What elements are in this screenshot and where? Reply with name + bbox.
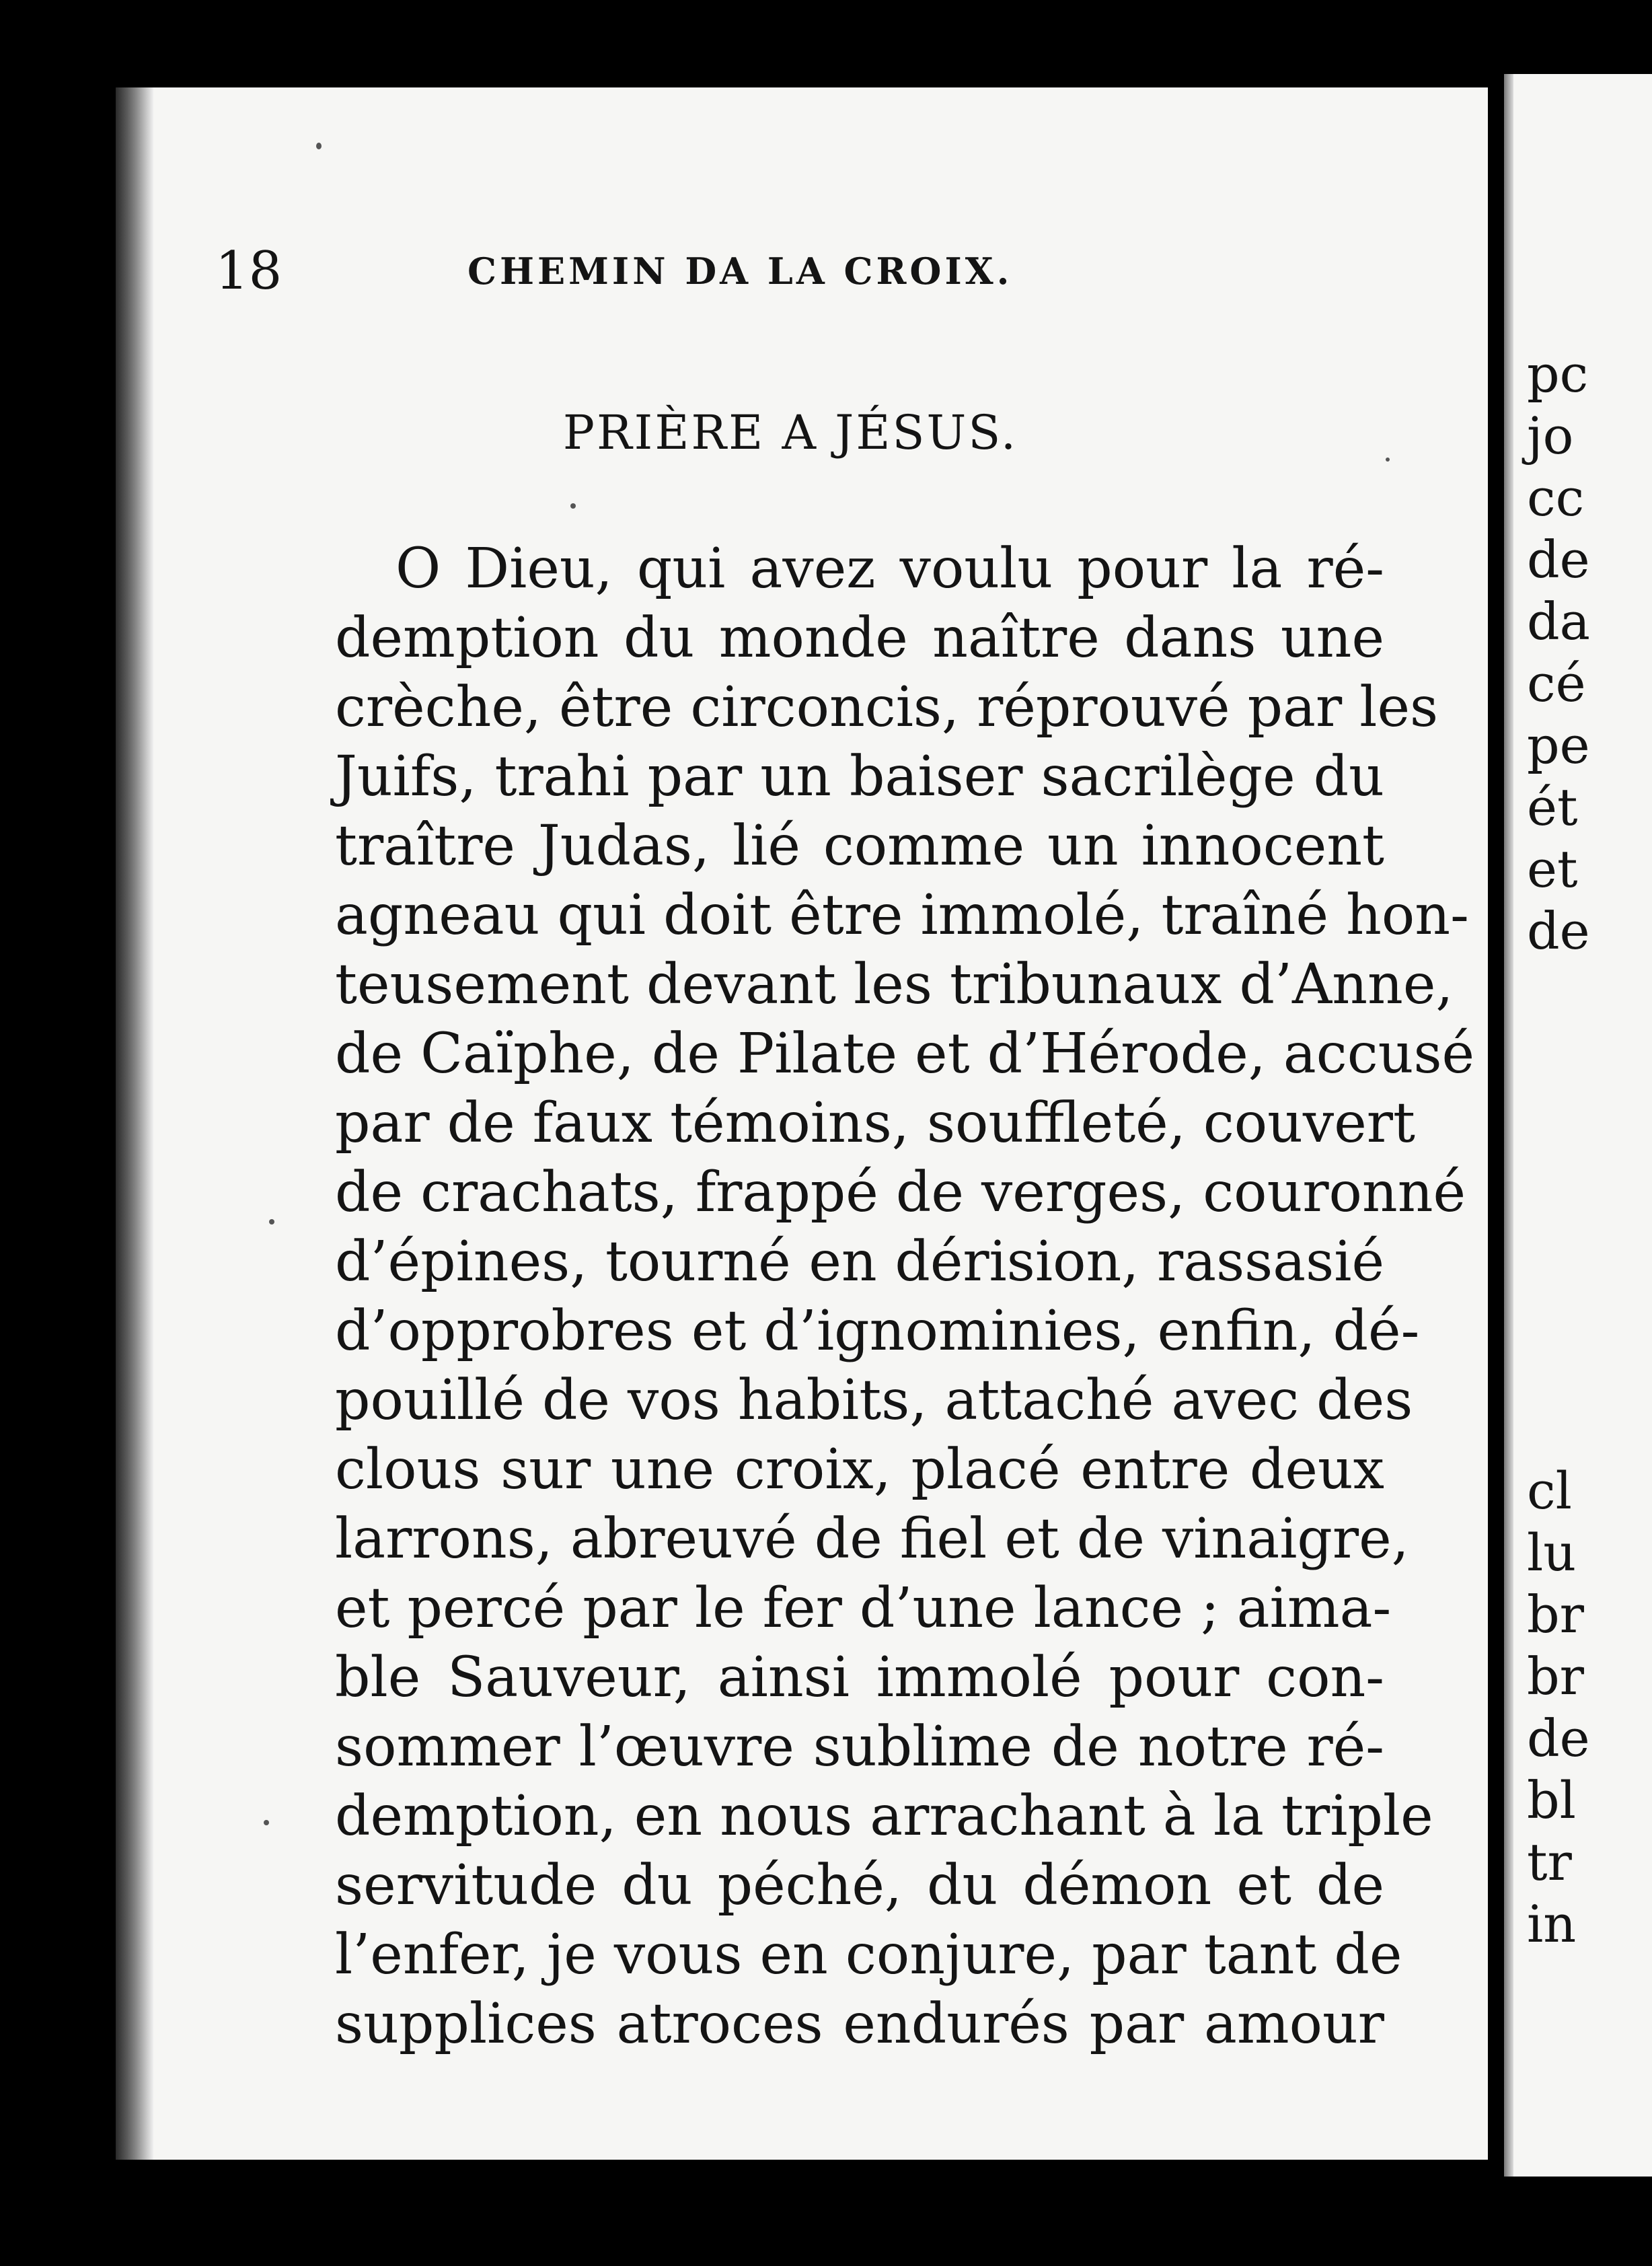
text-line: servitude du péché, du démon et de xyxy=(335,1854,1384,1917)
text-line: demption, en nous arrachant à la triple xyxy=(335,1784,1433,1848)
text-line: de crachats, frappé de verges, couronné xyxy=(335,1161,1466,1225)
facing-page xyxy=(1504,74,1652,2177)
fragment-line: de xyxy=(1527,529,1590,589)
binding-strip xyxy=(116,87,153,2160)
fragment-line: da xyxy=(1527,591,1590,651)
running-title: CHEMIN DA LA CROIX. xyxy=(467,250,1013,293)
text-line: traître Judas, lié comme un innocent xyxy=(335,814,1384,878)
text-line: ble Sauveur, ainsi immolé pour con- xyxy=(335,1646,1384,1710)
text-line: teusement devant les tribunaux d’Anne, xyxy=(335,953,1454,1017)
page-number: 18 xyxy=(215,241,283,301)
running-header xyxy=(215,241,1090,301)
fragment-line: lu xyxy=(1527,1523,1577,1582)
text-line: supplices atroces endurés par amour xyxy=(335,1992,1384,2056)
text-line: par de faux témoins, souffleté, couvert xyxy=(335,1091,1415,1155)
fragment-line: pc xyxy=(1527,344,1589,404)
fragment-line: et xyxy=(1527,839,1578,899)
text-line: de Caïphe, de Pilate et d’Hérode, accusé xyxy=(335,1022,1475,1086)
text-line: O Dieu, qui avez voulu pour la ré- xyxy=(396,537,1384,601)
text-line: et percé par le fer d’une lance ; aima- xyxy=(335,1576,1392,1640)
text-line: pouillé de vos habits, attaché avec des xyxy=(335,1368,1413,1432)
fragment-line: pe xyxy=(1527,715,1590,775)
fragment-line: br xyxy=(1527,1646,1584,1706)
scan-speck xyxy=(269,1219,274,1225)
text-line: crèche, être circoncis, réprouvé par les xyxy=(335,675,1439,739)
scan-speck xyxy=(570,503,576,509)
text-line: agneau qui doit être immolé, traîné hon- xyxy=(335,883,1469,947)
scan-speck xyxy=(264,1820,269,1825)
fragment-line: in xyxy=(1527,1894,1577,1954)
fragment-line: br xyxy=(1527,1584,1584,1644)
facing-page-bottom-fragments xyxy=(1527,1460,1652,1955)
text-line: l’enfer, je vous en conjure, par tant de xyxy=(335,1923,1402,1987)
prayer-text xyxy=(335,534,1475,2059)
section-heading: PRIÈRE A JÉSUS. xyxy=(562,405,1018,460)
text-line: clous sur une croix, placé entre deux xyxy=(335,1438,1384,1502)
fragment-line: bl xyxy=(1527,1770,1576,1830)
fragment-line: de xyxy=(1527,901,1590,961)
fragment-line: de xyxy=(1527,1708,1590,1768)
text-line: d’opprobres et d’ignominies, enfin, dé- xyxy=(335,1299,1420,1363)
facing-page-gutter xyxy=(1504,74,1513,2177)
scan-speck xyxy=(1386,458,1390,462)
fragment-line: tr xyxy=(1527,1832,1572,1892)
scan-speck xyxy=(316,143,322,149)
fragment-line: jo xyxy=(1527,406,1574,466)
text-line: sommer l’œuvre sublime de notre ré- xyxy=(335,1715,1384,1779)
fragment-line: cé xyxy=(1527,653,1586,713)
fragment-line: cc xyxy=(1527,468,1585,527)
facing-page-top-fragments xyxy=(1527,343,1652,962)
fragment-line: cl xyxy=(1527,1461,1572,1521)
text-line: larrons, abreuvé de fiel et de vinaigre, xyxy=(335,1507,1409,1571)
text-line: Juifs, trahi par un baiser sacrilège du xyxy=(335,745,1384,809)
fragment-line: ét xyxy=(1527,777,1578,837)
text-line: demption du monde naître dans une xyxy=(335,606,1384,670)
text-line: d’épines, tourné en dérision, rassasié xyxy=(335,1230,1384,1294)
